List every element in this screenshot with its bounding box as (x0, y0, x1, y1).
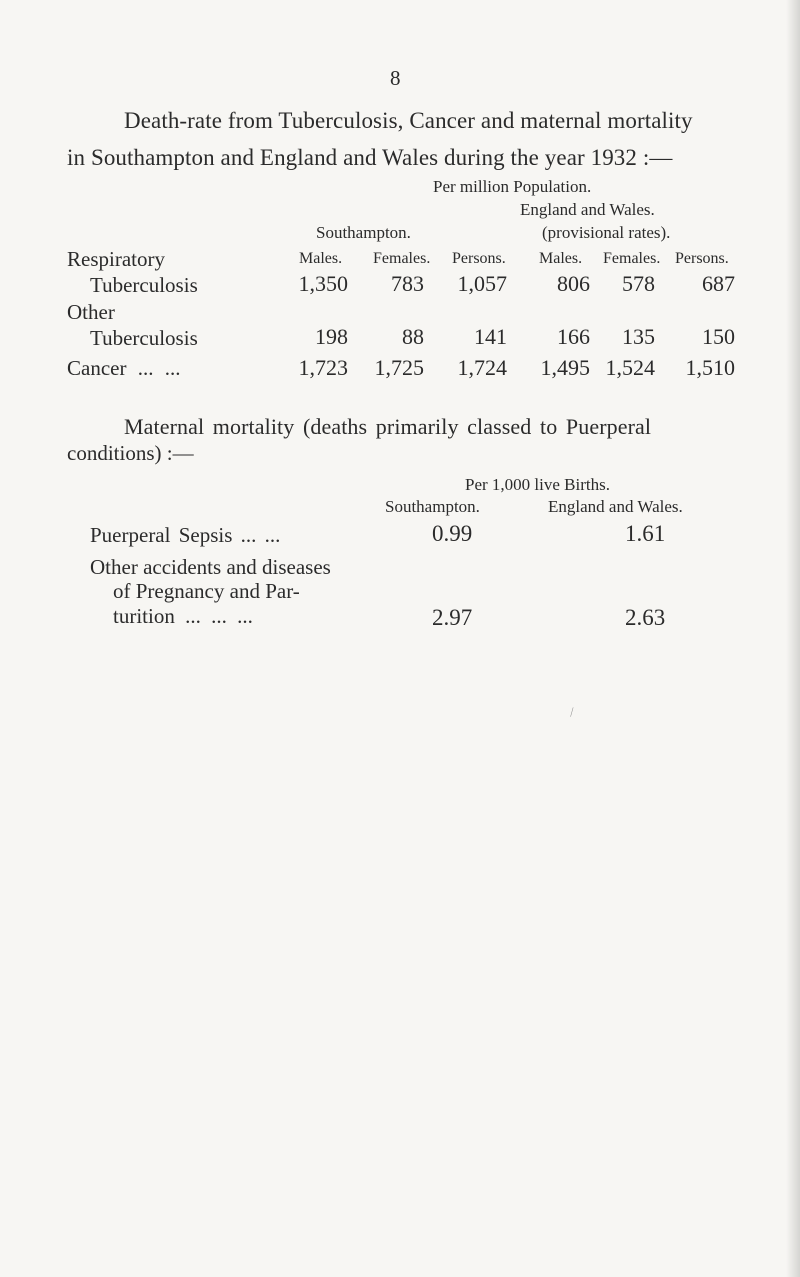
maternal-col-england: England and Wales. (548, 497, 683, 516)
cell-respiratory-males-southampton: 1,350 (298, 271, 348, 296)
page-edge-shadow (786, 0, 800, 1277)
page-number: 8 (390, 66, 401, 90)
cell-respiratory-males-england: 806 (557, 271, 590, 296)
maternal-other-southampton: 2.97 (432, 605, 473, 630)
row-label-tuberculosis: Tuberculosis (90, 273, 198, 297)
row-label-other: Other (67, 300, 115, 324)
cell-other-persons-southampton: 141 (474, 324, 507, 349)
maternal-heading-line-1: Maternal mortality (deaths primarily classed to Puerperal (124, 414, 652, 439)
cell-respiratory-persons-southampton: 1,057 (457, 271, 507, 296)
table1-group-england-sub: (provisional rates). (542, 223, 671, 242)
maternal-other-england: 2.63 (625, 605, 666, 630)
maternal-row-label-sepsis: Puerperal Sepsis ... ... (90, 523, 281, 547)
table1-caption: Per million Population. (433, 177, 592, 196)
cell-cancer-females-england: 1,524 (605, 355, 655, 380)
cell-cancer-females-southampton: 1,725 (374, 355, 424, 380)
cell-other-males-england: 166 (557, 324, 590, 349)
stray-pencil-mark: ∕ (568, 705, 576, 719)
cell-respiratory-females-england: 578 (622, 271, 655, 296)
cell-other-persons-england: 150 (702, 324, 735, 349)
col-header-persons-england: Persons. (675, 250, 729, 267)
maternal-caption: Per 1,000 live Births. (465, 475, 610, 494)
cell-other-females-england: 135 (622, 324, 655, 349)
col-header-males-england: Males. (539, 250, 583, 267)
cell-respiratory-females-southampton: 783 (391, 271, 424, 296)
title-line-2: in Southampton and England and Wales during the year 1932 :— (67, 145, 673, 170)
cell-cancer-males-southampton: 1,723 (298, 355, 348, 380)
maternal-sepsis-southampton: 0.99 (432, 521, 473, 546)
maternal-row-label-other-line-2: of Pregnancy and Par- (113, 579, 300, 603)
col-header-females-england: Females. (603, 250, 661, 267)
table1-group-southampton: Southampton. (316, 223, 411, 242)
cell-respiratory-persons-england: 687 (702, 271, 735, 296)
row-label-respiratory: Respiratory (67, 247, 165, 271)
table1-group-england: England and Wales. (520, 200, 655, 219)
row-label-other-tuberculosis: Tuberculosis (90, 326, 198, 350)
title-line-1: Death-rate from Tuberculosis, Cancer and maternal mortality (124, 108, 693, 133)
row-label-cancer: Cancer ... ... (67, 356, 181, 380)
maternal-col-southampton: Southampton. (385, 497, 480, 516)
maternal-row-label-other-line-1: Other accidents and diseases (90, 555, 331, 579)
col-header-females-southampton: Females. (373, 250, 431, 267)
cell-other-females-southampton: 88 (402, 324, 424, 349)
cell-other-males-southampton: 198 (315, 324, 348, 349)
cell-cancer-persons-southampton: 1,724 (457, 355, 507, 380)
cell-cancer-males-england: 1,495 (540, 355, 590, 380)
col-header-males-southampton: Males. (299, 250, 343, 267)
cell-cancer-persons-england: 1,510 (685, 355, 735, 380)
maternal-sepsis-england: 1.61 (625, 521, 666, 546)
maternal-heading-line-2: conditions) :— (67, 441, 194, 465)
maternal-row-label-other-line-3: turition ... ... ... (113, 604, 253, 628)
col-header-persons-southampton: Persons. (452, 250, 506, 267)
